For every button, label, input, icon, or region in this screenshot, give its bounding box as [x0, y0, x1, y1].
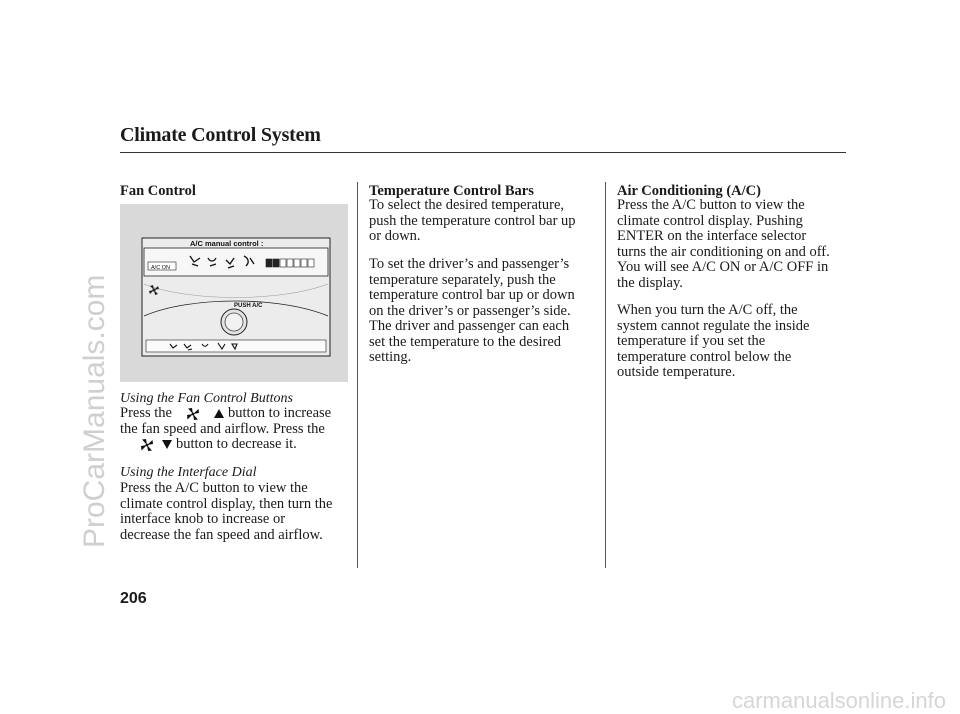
fan-icon [140, 438, 154, 452]
page-title: Climate Control System [120, 124, 321, 146]
fan-speed-meter [266, 259, 314, 267]
push-ac-label: PUSH A/C [234, 303, 263, 309]
side-watermark: ProCarManuals.com [78, 274, 111, 548]
fan-icon [186, 407, 200, 421]
fan-p1-line2: the fan speed and airflow. Press the [120, 420, 325, 437]
fan-buttons-paragraph [120, 406, 355, 453]
interface-dial-caption: Using the Interface Dial [120, 465, 257, 480]
ac-paragraph-1: Press the A/C button to view the climate control display. Pushing ENTER on the interface selector turns the air conditioning on and off. You will see A/C ON or A/C OFF in the display. [617, 197, 830, 291]
interface-dial-paragraph: Press the A/C button to view the climate control display, then turn the interface knob to increase or decrease the fan speed and airflow. [120, 480, 333, 543]
air-conditioning-heading: Air Conditioning (A/C) [617, 183, 761, 199]
figure-header-label: A/C manual control : [190, 239, 264, 248]
triangle-down-icon [162, 440, 172, 449]
temperature-paragraph-1: To select the desired temperature, push the temperature control bar up or down. [369, 197, 576, 244]
climate-panel-illustration [120, 204, 348, 382]
column-divider-1 [357, 182, 358, 568]
fan-p1-line3: button to decrease it. [176, 436, 297, 452]
ac-on-indicator: A/C ON [151, 265, 170, 271]
title-rule [120, 152, 846, 153]
fan-buttons-caption: Using the Fan Control Buttons [120, 391, 293, 406]
temperature-paragraph-2: To set the driver’s and passenger’s temperature separately, push the temperature control bar up or down on the driver’s or passenger’s side. The driver and passenger can each set the temperature to the desired setting. [369, 256, 575, 365]
bottom-watermark: carmanualsonline.info [731, 688, 946, 713]
temperature-heading: Temperature Control Bars [369, 183, 534, 199]
page-number: 206 [120, 590, 147, 607]
ac-paragraph-2: When you turn the A/C off, the system cannot regulate the inside temperature if you set the temperature control below the outside temperature. [617, 302, 810, 380]
column-divider-2 [605, 182, 606, 568]
fan-control-heading: Fan Control [120, 183, 196, 199]
fan-p1-line1-b: button to increase [228, 405, 332, 421]
fan-p1-line1-a: Press the [120, 405, 172, 421]
triangle-up-icon [214, 409, 224, 418]
ac-control-figure [120, 204, 348, 382]
